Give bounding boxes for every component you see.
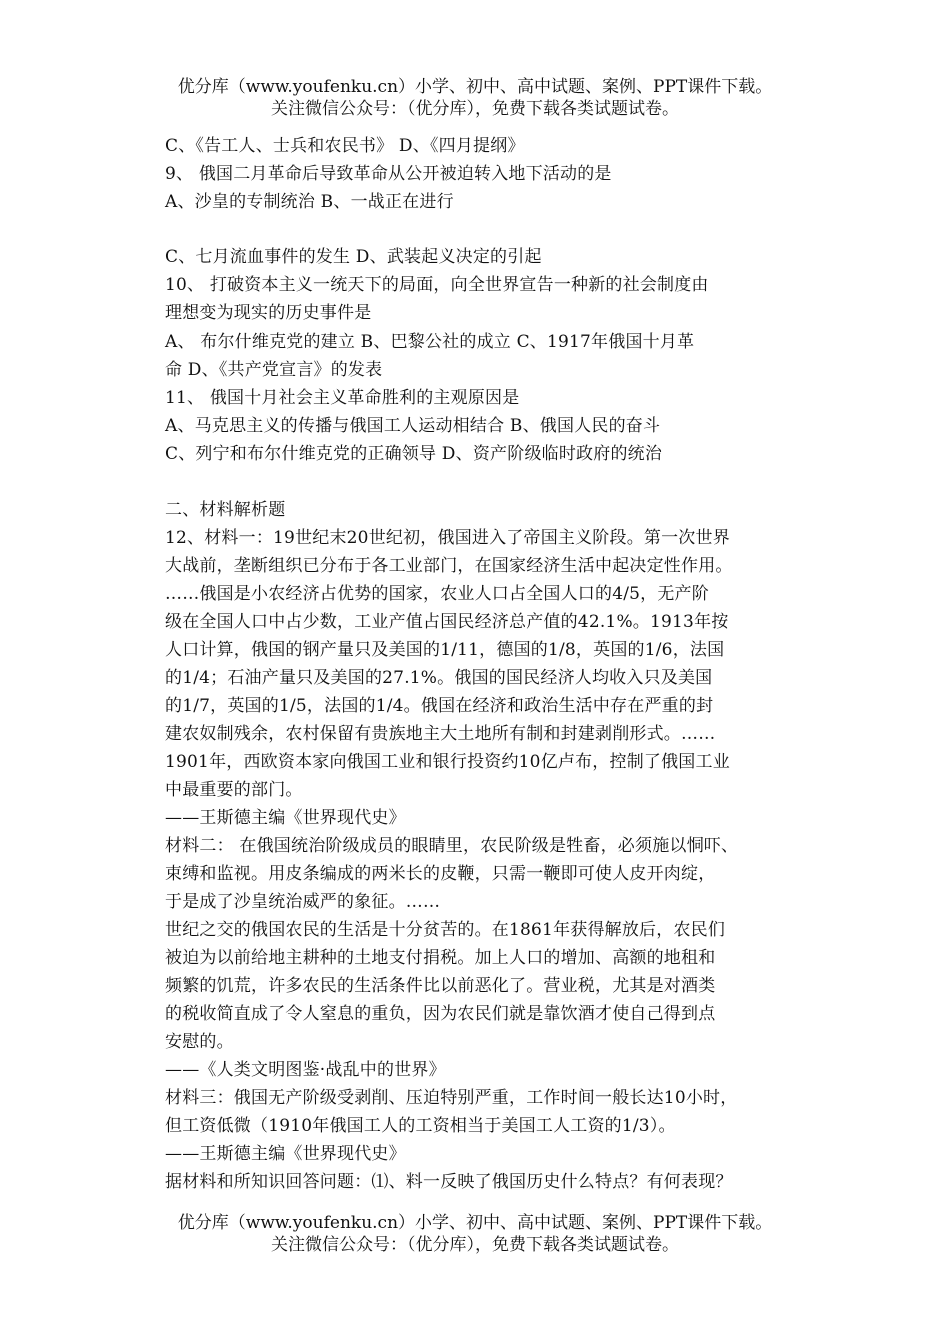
material-line: 1901年，西欧资本家向俄国工业和银行投资约10亿卢布，控制了俄国工业 bbox=[165, 752, 730, 772]
material-line: 的1/7，英国的1/5，法国的1/4。俄国在经济和政治生活中存在严重的封 bbox=[165, 696, 714, 716]
material-line: 大战前，垄断组织已分布于各工业部门，在国家经济生活中起决定性作用。 bbox=[165, 556, 733, 576]
material-line: 但工资低微（1910年俄国工人的工资相当于美国工人工资的1/3）。 bbox=[165, 1116, 676, 1136]
header-line-1: 优分库（www.youfenku.cn）小学、初中、高中试题、案例、PPT课件下载。 bbox=[177, 77, 773, 97]
material-line: 束缚和监视。用皮条编成的两米长的皮鞭，只需一鞭即可使人皮开肉绽， bbox=[165, 864, 716, 884]
material-line: 人口计算，俄国的钢产量只及美国的1/11，德国的1/8，英国的1/6，法国 bbox=[165, 640, 725, 660]
source-citation: ——《人类文明图鉴·战乱中的世界》 bbox=[165, 1060, 446, 1080]
material-line: 的1/4；石油产量只及美国的27.1%。俄国的国民经济人均收入只及美国 bbox=[165, 668, 713, 688]
material-line: 12、材料一：19世纪末20世纪初，俄国进入了帝国主义阶段。第一次世界 bbox=[165, 528, 730, 548]
question-line: 9、 俄国二月革命后导致革命从公开被迫转入地下活动的是 bbox=[165, 164, 612, 184]
option-line: 命 D、《共产党宣言》的发表 bbox=[165, 360, 383, 380]
material-line: 中最重要的部门。 bbox=[165, 780, 303, 800]
question-line: 理想变为现实的历史事件是 bbox=[165, 303, 372, 323]
material-line: ……俄国是小农经济占优势的国家，农业人口占全国人口的4/5，无产阶 bbox=[165, 584, 709, 604]
section-heading: 二、材料解析题 bbox=[165, 500, 286, 520]
material-line: 世纪之交的俄国农民的生活是十分贫苦的。在1861年获得解放后，农民们 bbox=[165, 920, 726, 940]
material-line: 材料三：俄国无产阶级受剥削、压迫特别严重，工作时间一般长达10小时， bbox=[165, 1088, 738, 1108]
material-line: 级在全国人口中占少数，工业产值占国民经济总产值的42.1%。1913年按 bbox=[165, 612, 729, 632]
question-line: 11、 俄国十月社会主义革命胜利的主观原因是 bbox=[165, 388, 520, 408]
material-line: 材料二： 在俄国统治阶级成员的眼睛里，农民阶级是牲畜，必须施以恫吓、 bbox=[165, 836, 739, 856]
source-citation: ——王斯德主编《世界现代史》 bbox=[165, 1144, 406, 1164]
source-citation: ——王斯德主编《世界现代史》 bbox=[165, 808, 406, 828]
footer-line-1: 优分库（www.youfenku.cn）小学、初中、高中试题、案例、PPT课件下载。 bbox=[177, 1213, 773, 1233]
material-line: 建农奴制残余，农村保留有贵族地主大土地所有制和封建剥削形式。…… bbox=[165, 724, 716, 744]
footer-line-2: 关注微信公众号：（优分库），免费下载各类试题试卷。 bbox=[271, 1235, 679, 1255]
option-line: A、沙皇的专制统治 B、一战正在进行 bbox=[165, 192, 454, 212]
option-line: C、七月流血事件的发生 D、武装起义决定的引起 bbox=[165, 247, 542, 267]
option-line: C、《告工人、士兵和农民书》 D、《四月提纲》 bbox=[165, 136, 525, 156]
option-line: C、列宁和布尔什维克党的正确领导 D、资产阶级临时政府的统治 bbox=[165, 444, 663, 464]
question-line: 据材料和所知识回答问题：⑴、料一反映了俄国历史什么特点？有何表现？ bbox=[165, 1172, 733, 1192]
material-line: 安慰的。 bbox=[165, 1032, 234, 1052]
material-line: 被迫为以前给地主耕种的土地支付捐税。加上人口的增加、高额的地租和 bbox=[165, 948, 716, 968]
option-line: A、 布尔什维克党的建立 B、巴黎公社的成立 C、1917年俄国十月革 bbox=[165, 332, 695, 352]
material-line: 的税收简直成了令人窒息的重负，因为农民们就是靠饮酒才使自己得到点 bbox=[165, 1004, 716, 1024]
option-line: A、马克思主义的传播与俄国工人运动相结合 B、俄国人民的奋斗 bbox=[165, 416, 661, 436]
question-line: 10、 打破资本主义一统天下的局面，向全世界宣告一种新的社会制度由 bbox=[165, 275, 709, 295]
material-line: 于是成了沙皇统治威严的象征。…… bbox=[165, 892, 441, 912]
material-line: 频繁的饥荒，许多农民的生活条件比以前恶化了。营业税，尤其是对酒类 bbox=[165, 976, 716, 996]
header-line-2: 关注微信公众号：（优分库），免费下载各类试题试卷。 bbox=[271, 99, 679, 119]
